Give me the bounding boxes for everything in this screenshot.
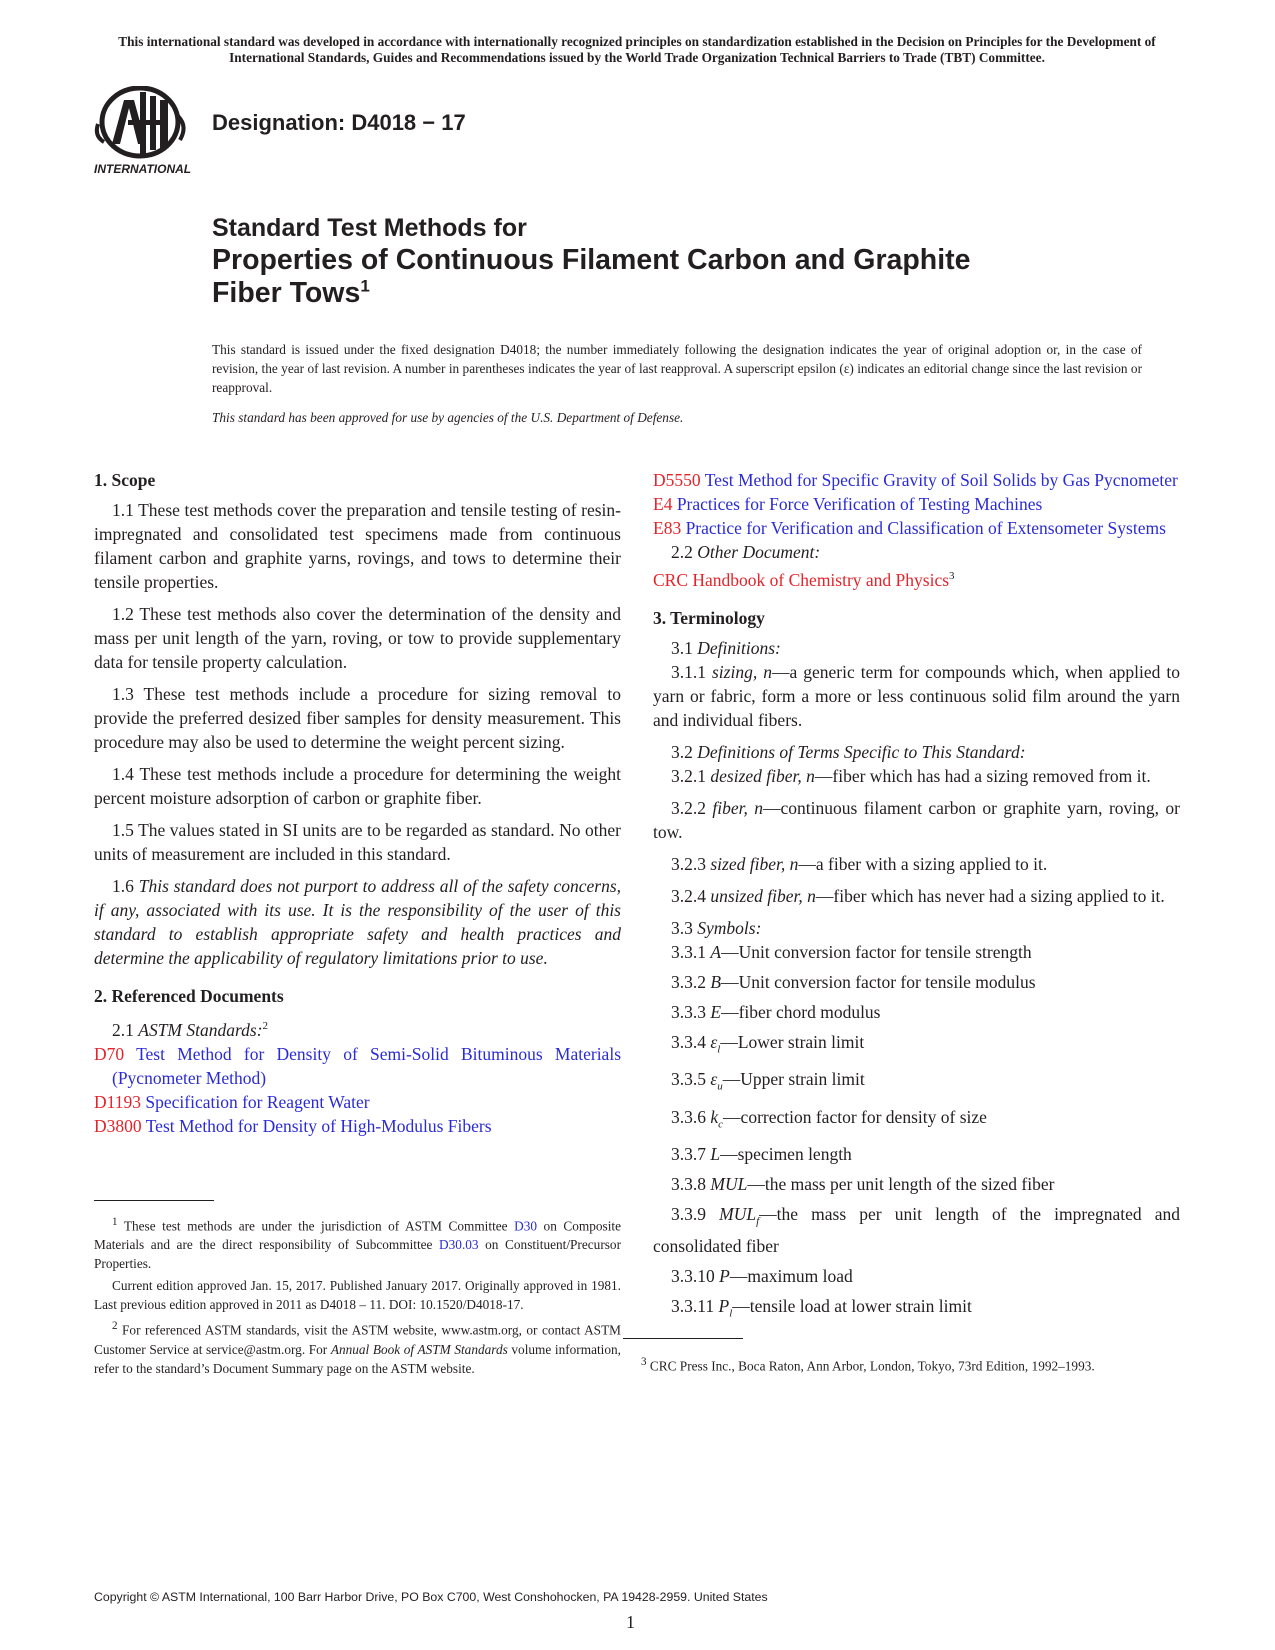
- symbol-epsilon-l: 3.3.4 $\varepsilon_l—Lower$ strain limit: [671, 1031, 865, 1056]
- symbol-b: 3.3.2 B—Unit conversion factor for tensile modulus: [671, 971, 1036, 992]
- title-line-3: Fiber Tows$^1$: [212, 276, 370, 309]
- definition-unsized-fiber: 3.2.4 unsized fiber, n—fiber which has never had a sizing applied to it.: [671, 885, 1165, 906]
- section-heading-refdocs: 2. Referenced Documents: [94, 986, 284, 1006]
- scope-1-5: 1.5 The values stated in SI units are to be regarded as standard. No other units of measurement are included in this standard.: [94, 820, 621, 864]
- left-footnotes: [94, 1200, 621, 1378]
- ref-item-d3800[interactable]: D3800 Test Method for Density of High-Modulus Fibers: [94, 1115, 492, 1136]
- footnote-3: $^3$ CRC Press Inc., Boca Raton, Ann Arbor, London, Tokyo, 73rd Edition, 1992–1993.: [641, 1356, 1095, 1374]
- link-d30-03[interactable]: D30.03: [439, 1237, 479, 1253]
- specific-definitions-label: 3.2 Definitions of Terms Specific to This Standard:: [671, 741, 1026, 762]
- footnote-rule: [94, 1200, 214, 1201]
- ref-item-d70[interactable]: D70 Test Method for Density of Semi-Solid Bituminous Materials (Pycnometer Method): [94, 1043, 621, 1088]
- section-heading-scope: 1. Scope: [94, 470, 156, 490]
- scope-1-2: 1.2 These test methods also cover the determination of the density and mass per unit length of the yarn, roving, or tow to provide supplementary data for tensile property calculation.: [94, 604, 621, 672]
- astm-logo: [94, 86, 198, 178]
- other-document-label: 2.2 Other Document:: [671, 542, 821, 562]
- title-line-1: Standard Test Methods for: [212, 214, 527, 242]
- footnote-2: $^2$ For referenced ASTM standards, visit the ASTM website, www.astm.org, or contact ASTM Customer Service at service@astm.org. For Annual Book of ASTM Standards volume information, refer to the standard’s Document Summary page on the ASTM website.: [94, 1320, 622, 1376]
- scope-1-6: 1.6 This standard does not purport to address all of the safety concerns, if any, associated with its use. It is the responsibility of the user of this standard to establish appropriate safety and health practices and determine the applicability of regulatory limitations prior to use.: [94, 876, 622, 968]
- ref-item-d1193[interactable]: D1193 Specification for Reagent Water: [94, 1091, 370, 1112]
- scope-1-4: 1.4 These test methods include a procedure for determining the weight percent moisture adsorption of carbon or graphite fiber.: [94, 764, 621, 808]
- section-heading-terminology: 3. Terminology: [653, 607, 765, 628]
- ref-item-crc[interactable]: CRC Handbook of Chemistry and Physics$^3$: [653, 569, 955, 590]
- astm-standards-label: 2.1 ASTM Standards:$^2$: [112, 1019, 269, 1040]
- symbol-p: 3.3.10 P—maximum load: [671, 1265, 853, 1286]
- symbol-mul: 3.3.8 MUL—the mass per unit length of the sized fiber: [671, 1174, 1055, 1195]
- definitions-label: 3.1 Definitions:: [671, 637, 781, 658]
- ref-item-d5550[interactable]: D5550 Test Method for Specific Gravity of Soil Solids by Gas Pycnometer: [653, 470, 1178, 490]
- astm-logo-icon: [94, 86, 198, 178]
- definition-sizing: 3.1.1 sizing, n—a generic term for compounds which, when applied to yarn or fabric, form a more or less continuous solid film around the yarn and individual fibers.: [653, 661, 1180, 730]
- symbol-mulf: 3.3.9 $MUL_f—the$ mass per unit length of the impregnated and consolidated fiber: [653, 1204, 1180, 1256]
- ref-item-e83[interactable]: E83 Practice for Verification and Classification of Extensometer Systems: [653, 518, 1166, 538]
- definition-desized-fiber: 3.2.1 desized fiber, n—fiber which has had a sizing removed from it.: [671, 765, 1151, 786]
- symbol-pl: 3.3.11 $P_l—tensile$ load at lower strain limit: [671, 1295, 972, 1320]
- definition-sized-fiber: 3.2.3 sized fiber, n—a fiber with a sizing applied to it.: [671, 853, 1048, 874]
- symbol-a: 3.3.1 A—Unit conversion factor for tensile strength: [671, 941, 1032, 962]
- left-column: [94, 468, 621, 1138]
- document-title: [212, 212, 1112, 310]
- right-column: [653, 468, 1180, 1331]
- title-line-2: Properties of Continuous Filament Carbon and Graphite: [212, 244, 971, 276]
- issue-note: This standard is issued under the fixed designation D4018; the number immediately following the designation indicates the year of original adoption or, in the case of revision, the year of last revision. A number in parentheses indicates the year of last reapproval. A superscript epsilon (ε) indicates an editorial change since the last revision or reapproval.: [212, 342, 1142, 395]
- footnote-1: $^1$ These test methods are under the jurisdiction of ASTM Committee D30 on Composite Materials and are the direct responsibility of Subcommittee D30.03 on Constituent/Precursor Properties.: [94, 1216, 621, 1272]
- symbol-e: 3.3.3 E—fiber chord modulus: [671, 1001, 881, 1022]
- footnote-1-edition: Current edition approved Jan. 15, 2017. Published January 2017. Originally approved in 1981. Last previous edition approved in 2011 as D4018 – 11. DOI: 10.1520/D4018-17.: [94, 1278, 621, 1313]
- designation: Designation: D4018 − 17: [212, 110, 466, 135]
- title-footnote-mark[interactable]: 1: [360, 276, 370, 296]
- ref-item-e4[interactable]: E4 Practices for Force Verification of Testing Machines: [653, 494, 1043, 514]
- scope-1-3: 1.3 These test methods include a procedure for sizing removal to provide the preferred desized fiber samples for density measurement. This procedure may also be used to determine the weight percent sizing.: [94, 684, 621, 752]
- dod-note: This standard has been approved for use by agencies of the U.S. Department of Defense.: [212, 410, 684, 425]
- scope-1-1: 1.1 These test methods cover the preparation and tensile testing of resin-impregnated and consolidated test specimens made from continuous filament carbon and graphite yarns, rovings, and tows to determine their tensile properties.: [94, 500, 621, 592]
- footer-copyright: Copyright © ASTM International, 100 Barr Harbor Drive, PO Box C700, West Conshohocken, PA 19428-2959. United States: [94, 1590, 768, 1604]
- astm-fn-mark[interactable]: 2: [262, 1020, 269, 1032]
- link-d30[interactable]: D30: [514, 1218, 538, 1234]
- top-notice: This international standard was developed in accordance with internationally recognized principles on standardization established in the Decision on Principles for the Development of International Standards, Guides and Recommendations issued by the World Trade Organization Technical Barriers to Trade (TBT) Committee.: [118, 34, 1156, 65]
- symbols-label: 3.3 Symbols:: [671, 917, 762, 938]
- symbol-kc: 3.3.6 $k_c—correction$ factor for density of size: [671, 1106, 987, 1131]
- logo-text: INTERNATIONAL: [94, 162, 192, 176]
- right-footnotes: [623, 1338, 1120, 1375]
- page-number: 1: [626, 1612, 635, 1632]
- symbol-epsilon-u: 3.3.5 $\varepsilon_u—Upper$ strain limit: [671, 1069, 865, 1093]
- footnote-rule: [623, 1338, 743, 1339]
- symbol-l: 3.3.7 L—specimen length: [671, 1144, 852, 1165]
- definition-fiber: 3.2.2 fiber, n—continuous filament carbon or graphite yarn, roving, or tow.: [653, 797, 1180, 842]
